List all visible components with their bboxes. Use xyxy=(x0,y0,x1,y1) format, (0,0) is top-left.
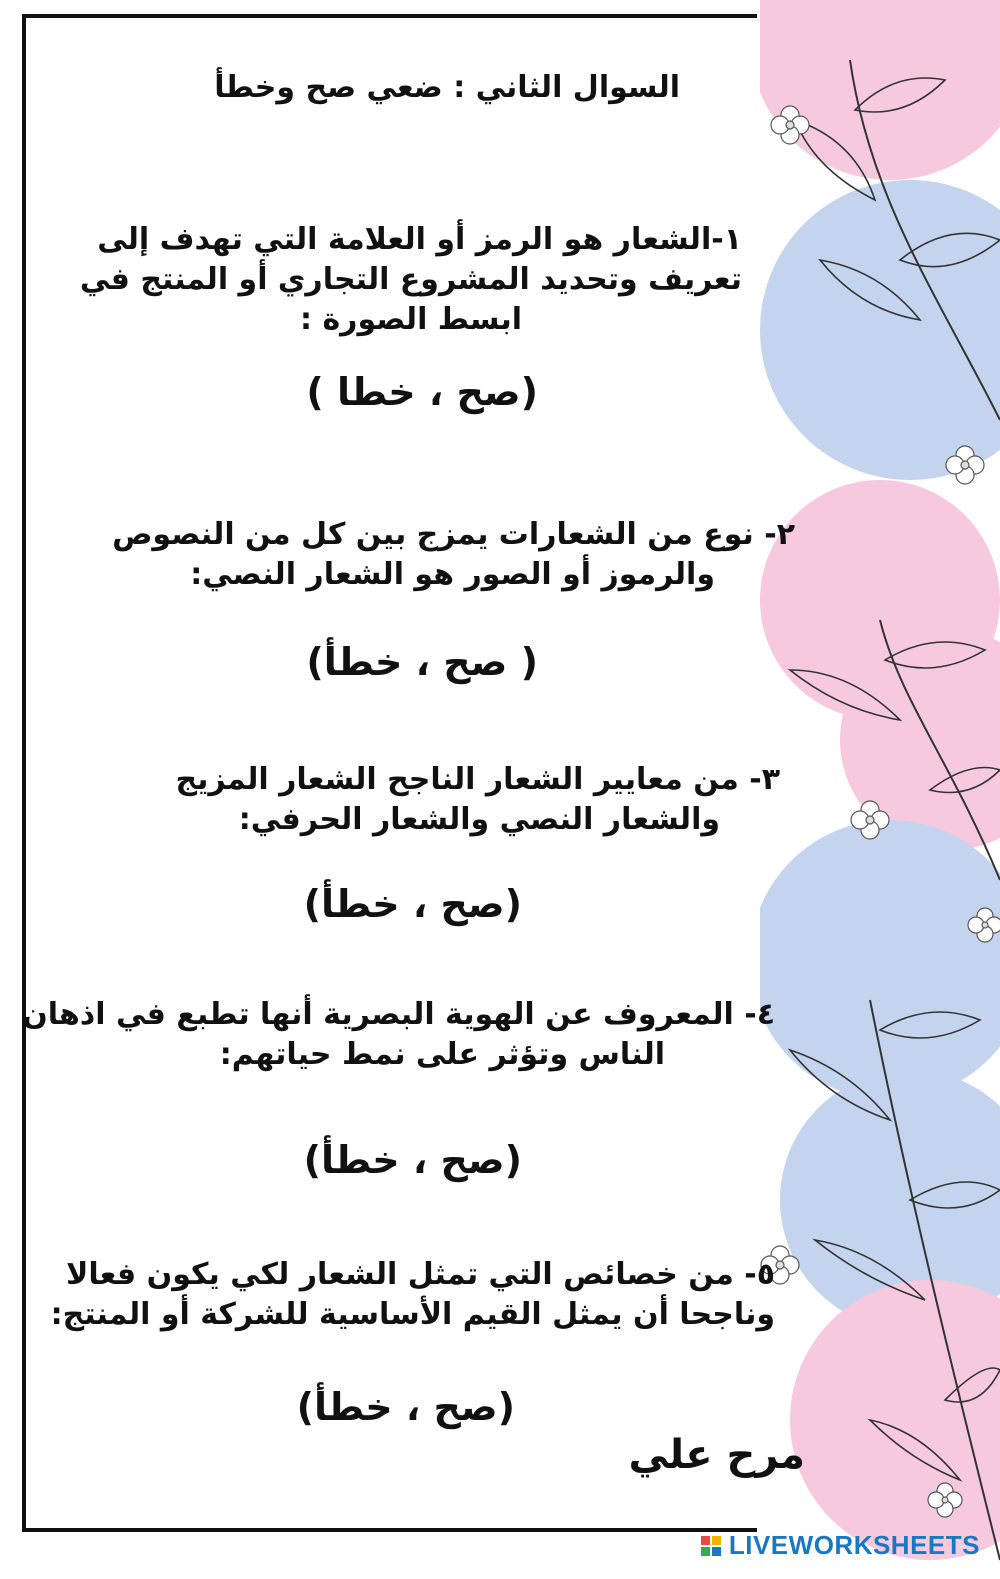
question-1-line-3: ابسط الصورة : xyxy=(300,302,522,337)
question-3-line-2: والشعار النصي والشعار الحرفي: xyxy=(238,802,720,837)
brand-footer[interactable] xyxy=(701,1530,980,1561)
floral-decoration xyxy=(760,0,1000,1579)
question-4-answer[interactable]: (صح ، خطأ) xyxy=(303,1138,522,1182)
question-1-line-1: ١-الشعار هو الرمز أو العلامة التي تهدف إلى xyxy=(97,222,742,257)
question-1 xyxy=(80,220,742,340)
question-2-line-2: والرموز أو الصور هو الشعار النصي: xyxy=(190,557,715,592)
page-title: السوال الثاني : ضعي صح وخطأ xyxy=(214,70,680,105)
question-2-answer[interactable]: ( صح ، خطأ) xyxy=(306,640,538,684)
question-5 xyxy=(51,1255,775,1335)
brand-name: LIVEWORKSHEETS xyxy=(728,1530,980,1560)
question-4-line-1: ٤- المعروف عن الهوية البصرية أنها تطبع في اذهان xyxy=(22,997,775,1032)
question-3-line-1: ٣- من معايير الشعار الناجح الشعار المزيج xyxy=(175,762,780,797)
question-2 xyxy=(112,515,795,595)
liveworksheets-logo-icon xyxy=(701,1536,721,1556)
question-5-line-1: ٥- من خصائص التي تمثل الشعار لكي يكون فعالا xyxy=(66,1257,775,1292)
question-4 xyxy=(22,995,775,1075)
question-5-answer[interactable]: (صح ، خطأ) xyxy=(296,1385,515,1429)
author-signature: مرح علي xyxy=(628,1432,805,1478)
question-1-line-2: تعريف وتحديد المشروع التجاري أو المنتج في xyxy=(79,262,742,297)
question-1-answer[interactable]: (صح ، خطا ) xyxy=(306,370,538,414)
question-2-line-1: ٢- نوع من الشعارات يمزج بين كل من النصوص xyxy=(112,517,795,552)
question-4-line-2: الناس وتؤثر على نمط حياتهم: xyxy=(219,1037,665,1072)
question-3-answer[interactable]: (صح ، خطأ) xyxy=(303,882,522,926)
question-5-line-2: وناجحا أن يمثل القيم الأساسية للشركة أو المنتج: xyxy=(50,1297,775,1332)
question-3 xyxy=(175,760,780,840)
